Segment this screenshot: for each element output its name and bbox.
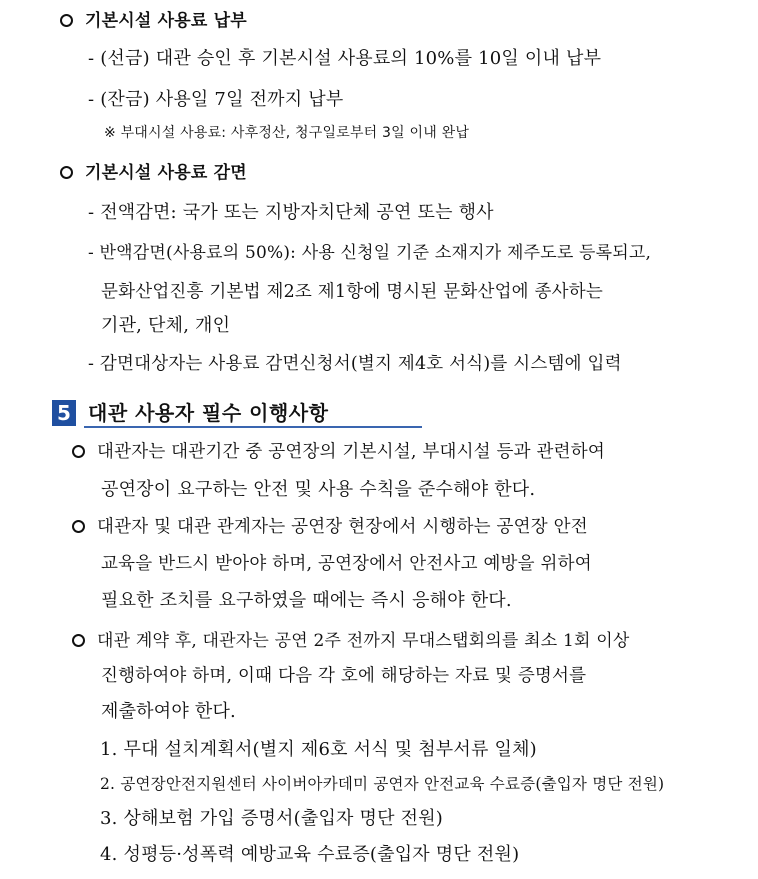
list-item-1: 1. 무대 설치계획서(별지 제6호 서식 및 첨부서류 일체): [100, 739, 537, 760]
para3-line3: 제출하여야 한다.: [101, 701, 236, 722]
para2-line1: 대관자 및 대관 관계자는 공연장 현장에서 시행하는 공연장 안전: [72, 515, 588, 539]
para3-line2: 진행하여야 하며, 이때 다음 각 호에 해당하는 자료 및 증명서를: [101, 666, 587, 686]
reduction-item-full: - 전액감면: 국가 또는 지방자치단체 공연 또는 행사: [88, 202, 494, 223]
list-item-2: 2. 공연장안전지원센터 사이버아카데미 공연자 안전교육 수료증(출입자 명단 전원): [100, 775, 665, 793]
para3-line1: 대관 계약 후, 대관자는 공연 2주 전까지 무대스탭회의를 최소 1회 이상: [72, 629, 629, 653]
circle-bullet-icon: [60, 14, 73, 27]
reduction-item-half-line2: 문화산업진흥 기본법 제2조 제1항에 명시된 문화산업에 종사하는: [101, 282, 603, 302]
para1-line1: 대관자는 대관기간 중 공연장의 기본시설, 부대시설 등과 관련하여: [72, 440, 605, 464]
reduction-item-half-line1: - 반액감면(사용료의 50%): 사용 신청일 기준 소재지가 제주도로 등록되고,: [88, 243, 652, 263]
reduction-item-input: - 감면대상자는 사용료 감면신청서(별지 제4호 서식)를 시스템에 입력: [88, 354, 622, 374]
payment-heading: 기본시설 사용료 납부: [60, 9, 247, 33]
reduction-item-half-line3: 기관, 단체, 개인: [101, 315, 231, 336]
circle-bullet-icon: [72, 634, 85, 647]
payment-item-balance: - (잔금) 사용일 7일 전까지 납부: [88, 89, 344, 110]
section-number-badge: 5: [52, 400, 76, 426]
circle-bullet-icon: [72, 520, 85, 533]
para1-line2: 공연장이 요구하는 안전 및 사용 수칙을 준수해야 한다.: [101, 479, 536, 500]
payment-item-advance: - (선금) 대관 승인 후 기본시설 사용료의 10%를 10일 이내 납부: [88, 48, 602, 69]
list-item-4: 4. 성평등·성폭력 예방교육 수료증(출입자 명단 전원): [100, 844, 520, 865]
circle-bullet-icon: [60, 166, 73, 179]
reduction-heading: 기본시설 사용료 감면: [60, 161, 247, 185]
payment-note: ※ 부대시설 사용료: 사후정산, 청구일로부터 3일 이내 완납: [104, 125, 470, 141]
section-underline: [84, 426, 422, 428]
para2-line2: 교육을 반드시 받아야 하며, 공연장에서 안전사고 예방을 위하여: [101, 554, 592, 574]
section-title: 대관 사용자 필수 이행사항: [88, 401, 329, 425]
circle-bullet-icon: [72, 445, 85, 458]
para2-line3: 필요한 조치를 요구하였을 때에는 즉시 응해야 한다.: [101, 590, 512, 611]
list-item-3: 3. 상해보험 가입 증명서(출입자 명단 전원): [100, 808, 444, 829]
